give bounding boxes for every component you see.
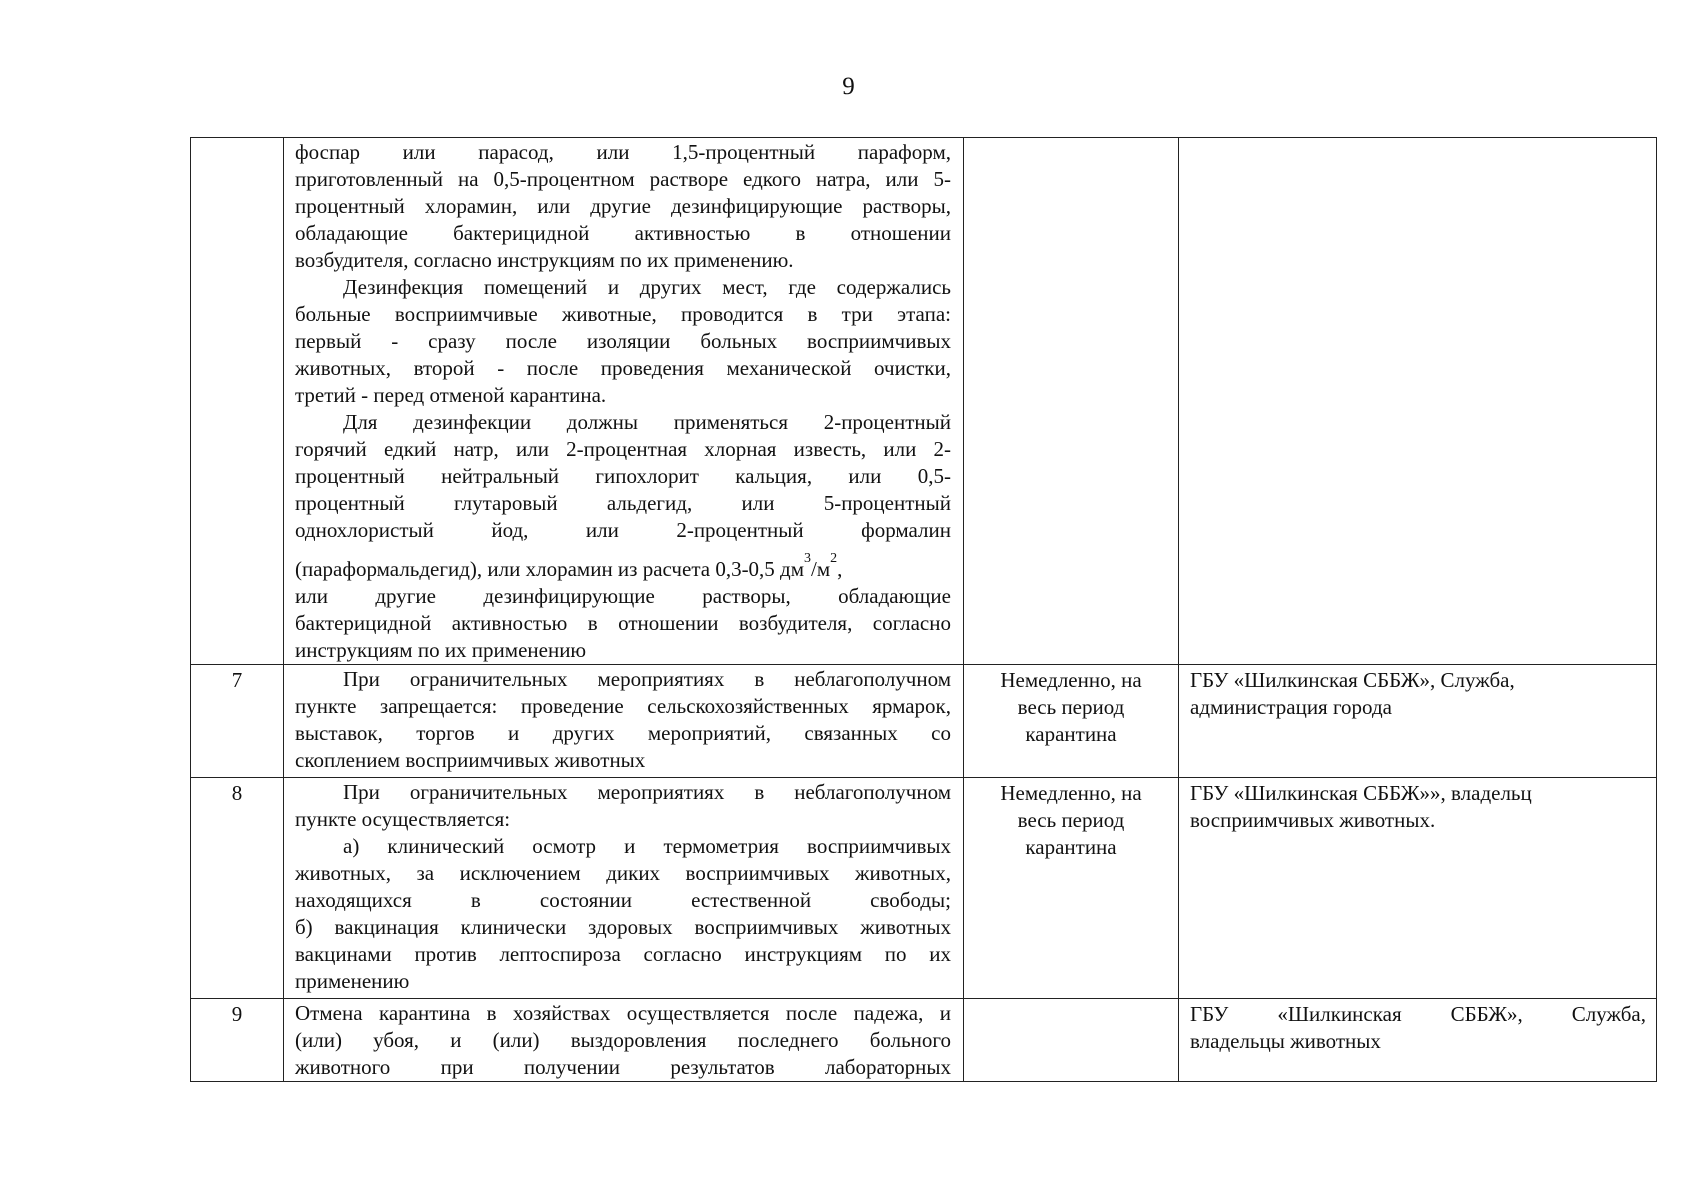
- row-responsible-cell: [1179, 138, 1657, 665]
- row-description-cell: [284, 665, 964, 778]
- text-line: больные восприимчивые животные, проводится в три этапа:: [295, 302, 951, 326]
- superscript-2: 2: [830, 551, 838, 566]
- row-number-cell: [191, 138, 284, 665]
- text-line: животных, за исключением диких восприимчивых животных,: [295, 861, 951, 885]
- description-paragraph: [295, 409, 951, 664]
- formula-text: (параформальдегид), или хлорамин из расчета 0,3-0,5 дм: [295, 557, 805, 581]
- text-line: пункте осуществляется:: [295, 807, 511, 831]
- text-line: При ограничительных мероприятиях в неблагополучном: [343, 667, 951, 691]
- row-number-cell: 8: [191, 778, 284, 999]
- text-line: выставок, торгов и других мероприятий, связанных со: [295, 721, 951, 745]
- row-timing-cell: [964, 778, 1179, 999]
- text-line: возбудителя, согласно инструкциям по их применению.: [295, 248, 794, 272]
- text-line: процентный нейтральный гипохлорит кальция, или 0,5-: [295, 464, 951, 488]
- text-line: горячий едкий натр, или 2-процентная хлорная известь, или 2-: [295, 437, 951, 461]
- text-line: администрация города: [1190, 695, 1392, 719]
- text-line: При ограничительных мероприятиях в неблагополучном: [343, 780, 951, 804]
- text-line: а) клинический осмотр и термометрия восприимчивых: [343, 834, 951, 858]
- table-row: [191, 778, 1657, 999]
- text-line: Дезинфекция помещений и других мест, где содержались: [343, 275, 951, 299]
- formula-unit: /м: [811, 557, 831, 581]
- text-line: ГБУ «Шилкинская СББЖ», Служба,: [1190, 1002, 1646, 1026]
- text-line: Отмена карантина в хозяйствах осуществляется после падежа, и: [295, 1001, 951, 1025]
- text-line: находящихся в состоянии естественной свободы;: [295, 888, 951, 912]
- description-paragraph: [295, 274, 951, 409]
- text-line: скоплением восприимчивых животных: [295, 748, 646, 772]
- table-row: [191, 999, 1657, 1082]
- text-line: инструкциям по их применению: [295, 638, 587, 662]
- row-responsible-cell: [1179, 665, 1657, 778]
- table-row: [191, 138, 1657, 665]
- row-timing-cell: [964, 665, 1179, 778]
- text-line: карантина: [1025, 722, 1117, 746]
- text-line: обладающие бактерицидной активностью в отношении: [295, 221, 951, 245]
- text-line: ГБУ «Шилкинская СББЖ», Служба,: [1190, 668, 1515, 692]
- text-line: первый - сразу после изоляции больных восприимчивых: [295, 329, 951, 353]
- text-line: бактерицидной активностью в отношении возбудителя, согласно: [295, 611, 951, 635]
- text-line: весь период: [1017, 695, 1125, 719]
- text-line: процентный глутаровый альдегид, или 5-процентный: [295, 491, 951, 515]
- row-description-cell: [284, 999, 964, 1082]
- formula-suffix: ,: [837, 557, 843, 581]
- page-number: 9: [842, 73, 855, 100]
- text-line: вакцинами против лептоспироза согласно инструкциям по их: [295, 942, 951, 966]
- row-number-cell: 9: [191, 999, 284, 1082]
- formula-line: [295, 551, 951, 583]
- text-line: б) вакцинация клинически здоровых восприимчивых животных: [295, 915, 951, 939]
- text-line: ГБУ «Шилкинская СББЖ»», владельц: [1190, 781, 1532, 805]
- row-timing-cell: [964, 999, 1179, 1082]
- measures-table: [190, 137, 1657, 1082]
- text-line: Немедленно, на: [1000, 781, 1142, 805]
- text-line: (или) убоя, и (или) выздоровления последнего больного: [295, 1028, 951, 1052]
- text-line: однохлористый йод, или 2-процентный формалин: [295, 518, 951, 542]
- table-row: [191, 665, 1657, 778]
- text-line: животного при получении результатов лабораторных: [295, 1055, 951, 1079]
- row-number-cell: 7: [191, 665, 284, 778]
- text-line: фоспар или парасод, или 1,5-процентный параформ,: [295, 140, 951, 164]
- description-paragraph: [295, 139, 951, 274]
- row-responsible-cell: [1179, 999, 1657, 1082]
- text-line: весь период: [1017, 808, 1125, 832]
- text-line: Для дезинфекции должны применяться 2-процентный: [343, 410, 951, 434]
- text-line: восприимчивых животных.: [1190, 808, 1436, 832]
- text-line: применению: [295, 969, 410, 993]
- text-line: приготовленный на 0,5-процентном растворе едкого натра, или 5-: [295, 167, 951, 191]
- text-line: владельцы животных: [1190, 1029, 1381, 1053]
- text-line: животных, второй - после проведения механической очистки,: [295, 356, 951, 380]
- text-line: или другие дезинфицирующие растворы, обладающие: [295, 584, 951, 608]
- row-responsible-cell: [1179, 778, 1657, 999]
- text-line: третий - перед отменой карантина.: [295, 383, 607, 407]
- superscript-3: 3: [804, 551, 812, 566]
- row-description-cell: [284, 138, 964, 665]
- text-line: Немедленно, на: [1000, 668, 1142, 692]
- row-timing-cell: [964, 138, 1179, 665]
- row-description-cell: [284, 778, 964, 999]
- text-line: карантина: [1025, 835, 1117, 859]
- text-line: процентный хлорамин, или другие дезинфицирующие растворы,: [295, 194, 951, 218]
- text-line: пункте запрещается: проведение сельскохозяйственных ярмарок,: [295, 694, 951, 718]
